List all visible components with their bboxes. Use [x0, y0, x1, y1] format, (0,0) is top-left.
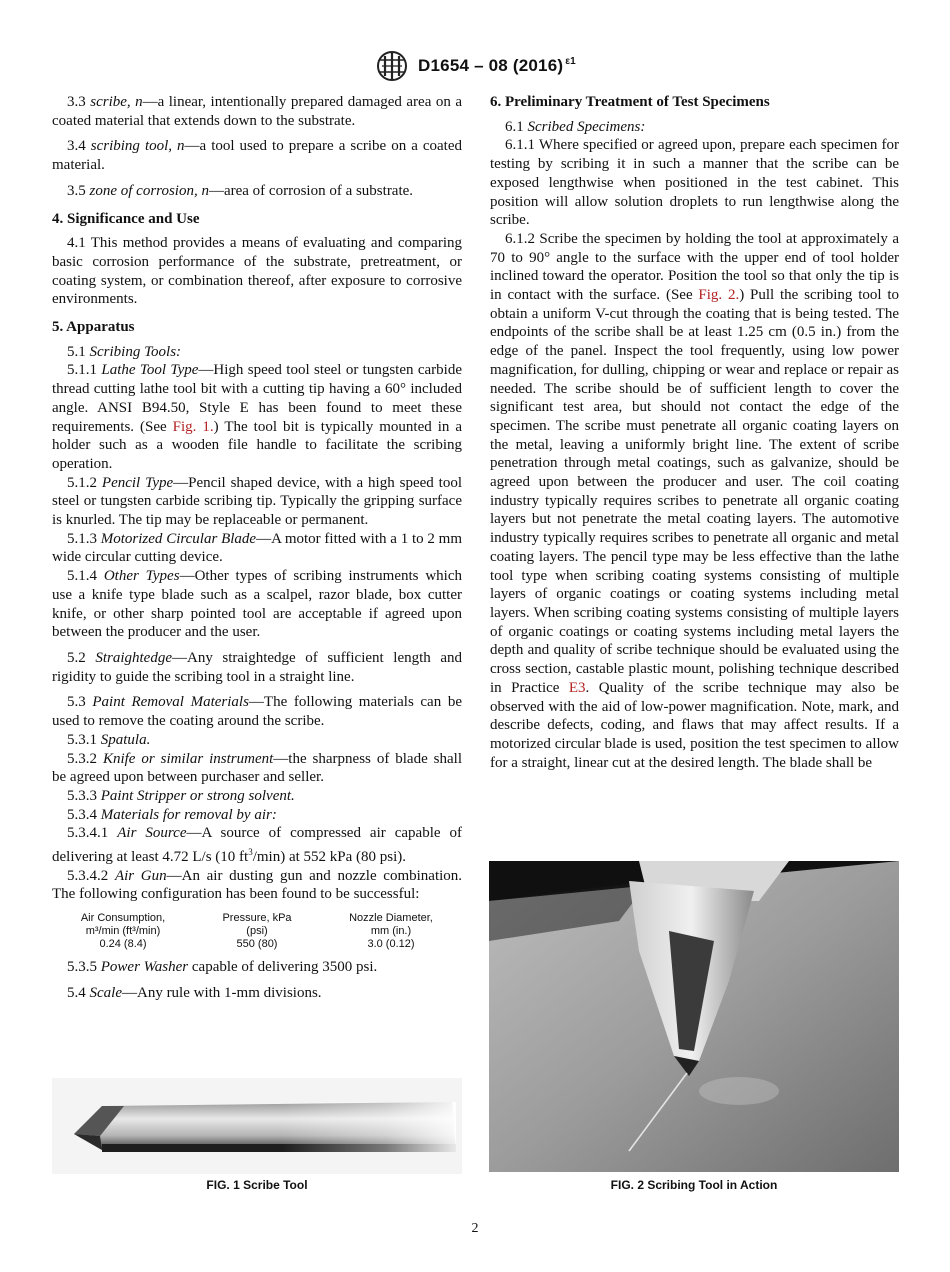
paragraph-5-3-4-2: 5.3.4.2 Air Gun—An air dusting gun and nozzle combination. The following configuration has been found to be successful: — [52, 867, 463, 903]
paragraph-3-4: 3.4 scribing tool, n—a tool used to prepare a scribe on a coated material. — [52, 138, 463, 174]
paragraph-5-3-4-1: 5.3.4.1 Air Source—A source of compressed air capable of delivering at least 4.72 L/s (10 $ft^3/\min$) at 552 kPa (80 psi). — [52, 825, 463, 866]
paragraph-6-1: 6.1 Scribed Specimens: — [505, 118, 646, 135]
paragraph-5-1-2: 5.1.2 Pencil Type—Pencil shaped device, with a high speed tool steel or tungsten carbide scribing tip. Typically the gripping surface is knurled. The tip may be replaceable or permanent. — [52, 474, 462, 529]
paragraph-5-1: 5.1 Scribing Tools: — [67, 343, 182, 360]
table-cell: 550 (80) — [236, 938, 278, 951]
paragraph-5-3-2: 5.3.2 Knife or similar instrument—the sharpness of blade shall be agreed upon between purchaser and seller. — [52, 750, 463, 786]
table-cell: 0.24 (8.4) — [99, 938, 147, 951]
section-heading-5: 5. Apparatus — [52, 319, 135, 336]
paragraph-6-1-1: 6.1.1 Where specified or agreed upon, prepare each specimen for testing by scribing it in such a manner that the scribe can be exposed lengthwise when positioned in the test cabinet. This position will allow solution droplets to run lengthwise along the scribe. — [490, 137, 899, 229]
paragraph-5-3-3: 5.3.3 Paint Stripper or strong solvent. — [67, 787, 295, 804]
paragraph-5-1-4: 5.1.4 Other Types—Other types of scribing instruments which use a knife type blade such as a scalpel, razor blade, box cutter knife, or other sharp pointed tool are acceptable if agreed upon between the producer and the user. — [52, 568, 463, 641]
page-header — [0, 50, 950, 82]
table-header-cell: Air Consumption, m³/min (ft³/min) — [80, 912, 166, 938]
paragraph-6-1-2: 6.1.2 Scribe the specimen by holding the tool at approximately a 70 to 90° angle to the surface with the upper end of tool holder inclined toward the operator. Position the tool so that only the tip is in contact with the surface. (See Fig. 2.) Pull the scribing tool to obtain a uniform V-cut through the coating that is being tested. The endpoints of the scribe shall be at least 1.25 cm (0.5 in.) from the edge of the panel. Inspect the tool frequently, using low power magnification, for dulling, chipping or wear and replace or repair as needed. The scribe should be of sufficient length to cover the significant test area, but should not contact the edge of the specimen. The scribe must penetrate all organic coating layers on the metal, leaving a uniformly bright line. The extent of scribe penetration through metal coatings, such as galvanize, should be agreed upon between the producer and user. The coil coating industry typically requires scribes to penetrate all organic coating layers but not penetrate the metal coating layers. The automotive industry typically requires scribes to penetrate all organic and metal coating layers. The pencil type may be less effective than the lathe tool type when scribing coating systems consisting of multiple layers of organic coatings or coating systems including metal layers. When scribing coating systems consisting of multiple layers of organic coatings or coating systems including metal layers the depth and quality of scribe technique should be evaluated using the cross section, castable plastic mount, polishing technique described in Practice E3. Quality of the scribe technique may also be observed with the aid of low-power magnification. Note, mark, and describe defects, coding, and flaws that may affect results. If a motorized circular blade is used, position the test specimen to allow for a straight, linear cut at the desired length. The blade shall be — [490, 230, 900, 771]
paragraph-3-5: 3.5 zone of corrosion, n—area of corrosion of a substrate. — [67, 182, 414, 199]
figure-2-image — [489, 861, 899, 1172]
astm-logo-icon — [374, 50, 410, 82]
paragraph-5-3-4: 5.3.4 Materials for removal by air: — [67, 806, 277, 823]
figure-1-image — [52, 1078, 462, 1174]
paragraph-5-3: 5.3 Paint Removal Materials—The following materials can be used to remove the coating around the scribe. — [52, 694, 462, 730]
table-header-cell: Pressure, kPa (psi) — [222, 912, 292, 938]
paragraph-5-1-3: 5.1.3 Motorized Circular Blade—A motor fitted with a 1 to 2 mm wide circular cutting device. — [52, 530, 462, 566]
fig1-link[interactable]: Fig. 1. — [172, 418, 214, 435]
document-designation: D1654 – 08 (2016) $^{\varepsilon 1}$ — [418, 56, 576, 75]
practice-e3-link[interactable]: E3 — [568, 679, 586, 696]
paragraph-5-3-1: 5.3.1 Spatula. — [67, 731, 151, 748]
table-header-cell: Nozzle Diameter, mm (in.) — [349, 912, 433, 938]
scribe-tool-illustration — [52, 1078, 462, 1174]
figure-2-caption: FIG. 2 Scribing Tool in Action — [610, 1178, 778, 1192]
figure-1-caption: FIG. 1 Scribe Tool — [206, 1178, 308, 1192]
scribing-action-illustration — [489, 861, 899, 1172]
fig2-link[interactable]: Fig. 2. — [698, 287, 740, 304]
table-cell: 3.0 (0.12) — [367, 938, 415, 951]
air-gun-table — [56, 912, 462, 951]
paragraph-3-3: 3.3 scribe, n—a linear, intentionally prepared damaged area on a coated material that extends down to the substrate. — [52, 94, 462, 129]
section-heading-4: 4. Significance and Use — [52, 210, 200, 227]
left-column — [52, 93, 462, 1003]
paragraph-5-4: 5.4 Scale—Any rule with 1-mm divisions. — [67, 984, 322, 1001]
right-column — [490, 93, 899, 772]
paragraph-5-1-1: 5.1.1 Lathe Tool Type—High speed tool steel or tungsten carbide thread cutting lathe tool bit with a cutting tip having a 60° included angle. ANSI B94.50, Style E has been found to meet these requirements. (See Fig. 1.) The tool bit is typically mounted in a holder such as a wooden file handle to facilitate the scribing operation. — [52, 362, 463, 472]
paragraph-4-1: 4.1 This method provides a means of evaluating and comparing basic corrosion performance of the substrate, pretreatment, or coating system, or combination thereof, after exposure to corrosive environments. — [52, 235, 462, 308]
section-heading-6: 6. Preliminary Treatment of Test Specimens — [490, 94, 770, 110]
paragraph-5-2: 5.2 Straightedge—Any straightedge of sufficient length and rigidity to guide the scribing tool in a straight line. — [52, 649, 462, 685]
page-number: 2 — [471, 1221, 479, 1236]
paragraph-5-3-5: 5.3.5 Power Washer capable of delivering 3500 psi. — [67, 959, 378, 976]
